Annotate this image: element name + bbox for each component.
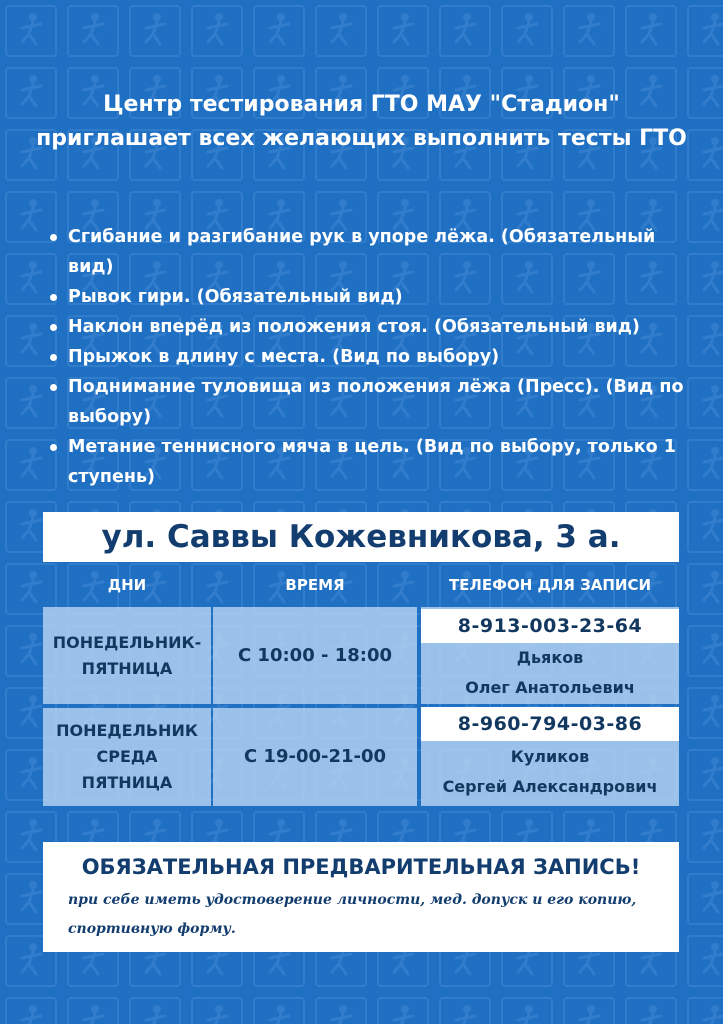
title-line-1: Центр тестирования ГТО МАУ "Стадион" [103,92,620,117]
table-cell-days: ПОНЕДЕЛЬНИК СРЕДА ПЯТНИЦА [43,708,211,806]
table-cell-time: С 19-00-21-00 [213,708,417,806]
table-cell-days: ПОНЕДЕЛЬНИК- ПЯТНИЦА [43,607,211,704]
list-item: Метание теннисного мяча в цель. (Вид по выбору, только 1 ступень) [48,432,698,492]
phone-number[interactable]: 8-960-794-03-86 [421,707,679,741]
address-banner: ул. Саввы Кожевникова, 3 а. [43,512,679,562]
list-item: Прыжок в длину с места. (Вид по выбору) [48,342,698,372]
test-list [48,222,698,492]
list-item: Наклон вперёд из положения стоя. (Обязательный вид) [48,312,698,342]
list-item: Рывок гири. (Обязательный вид) [48,282,698,312]
notice-title: ОБЯЗАТЕЛЬНАЯ ПРЕДВАРИТЕЛЬНАЯ ЗАПИСЬ! [81,855,641,879]
contact-name: Дьяков Олег Анатольевич [465,648,635,697]
list-item: Сгибание и разгибание рук в упоре лёжа. (Обязательный вид) [48,222,698,282]
notice-text: при себе иметь удостоверение личности, мед. допуск и его копию, спортивную форму. [68,892,637,937]
column-header-time: ВРЕМЯ [285,576,345,594]
list-item: Поднимание туловища из положения лёжа (Пресс). (Вид по выбору) [48,372,698,432]
registration-notice [43,842,679,952]
page-title [0,88,723,156]
column-header-days: ДНИ [107,576,147,594]
contact-name: Куликов Сергей Александрович [442,747,658,796]
title-line-2: приглашает всех желающих выполнить тесты ГТО [36,126,687,151]
table-cell-time: С 10:00 - 18:00 [213,607,417,704]
phone-number[interactable]: 8-913-003-23-64 [421,609,679,643]
column-header-phone: ТЕЛЕФОН ДЛЯ ЗАПИСИ [448,576,652,594]
